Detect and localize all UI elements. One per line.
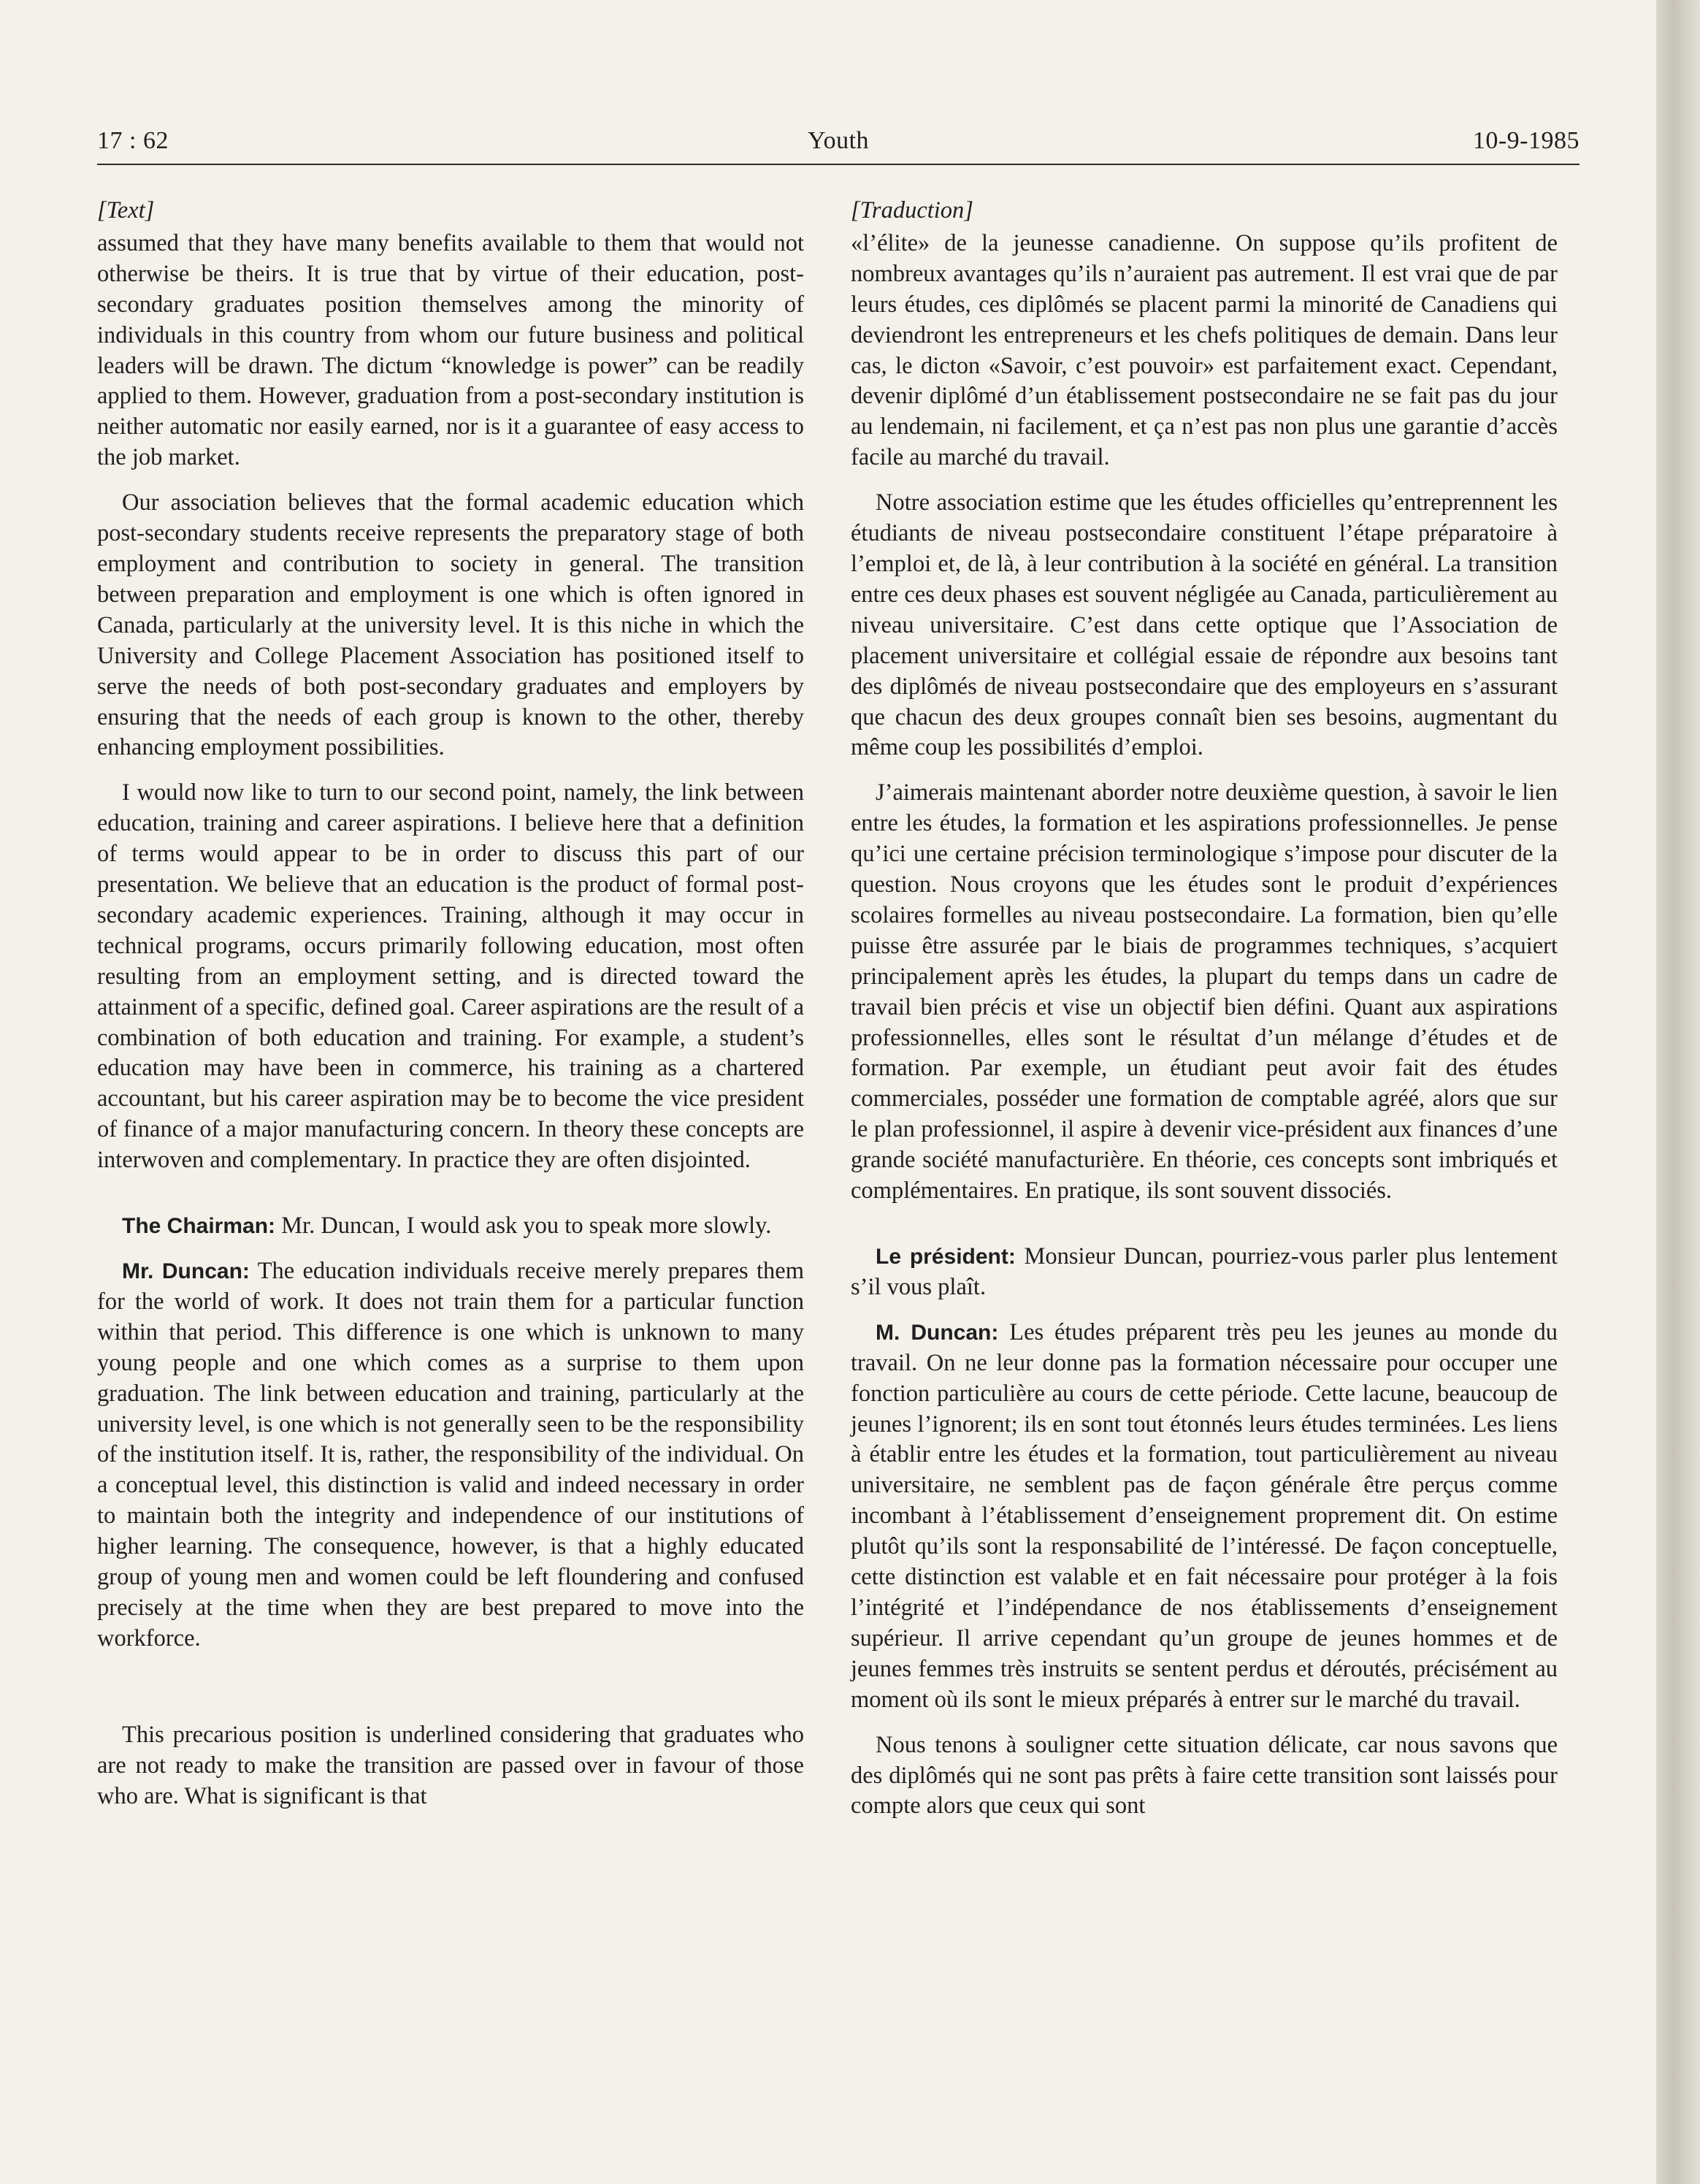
page-edge-shadow [1656,0,1700,2184]
speech-chairman [97,1211,804,1242]
running-header [97,124,1580,165]
speech-duncan [97,1256,804,1654]
paragraph: Notre association estime que les études officielles qu’entreprennent les étudiants de niveau postsecondaire constituent l’étape préparatoire à l’emploi et, de là, à leur contribution à la société en général. La transition entre ces deux phases est souvent négligée au Canada, particulièrement au niveau universitaire. C’est dans cette optique que l’Association de placement universitaire et collégial essaie de répondre aux besoins tant des diplômés de niveau postsecondaire que des employeurs en s’assurant que chacun des deux groupes connaît bien ses besoins, augmentant du même coup les possibilités d’emploi. [851,489,1558,761]
meeting-date: 10-9-1985 [1472,127,1580,154]
speech-text: Les études préparent très peu les jeunes au monde du travail. On ne leur donne pas la formation nécessaire pour occuper une fonction particulière au cours de cette période. Cette lacune, beaucoup de jeunes l’ignorent; ils en sont tout étonnés leurs études terminées. Les liens à établir entre les études et la formation, tout particulièrement au niveau universitaire, ne semblent pas de façon générale être perçus comme incombant à l’établissement d’enseignement proprement dit. On estime plutôt qu’ils sont la responsabilité de l’intéressé. De façon conceptuelle, cette distinction est valable et en fait nécessaire pour protéger à la fois l’intégrité et l’indépendance de nos établissements d’enseignement supérieur. Il arrive cependant qu’un groupe de jeunes hommes et de jeunes femmes très instruits se sentent perdus et déroutés, précisément au moment où ils sont le mieux préparés à entrer sur le marché du travail. [851,1318,1558,1713]
english-column [97,196,804,2022]
committee-name: Youth [807,127,870,154]
paragraph: Nous tenons à souligner cette situation délicate, car nous savons que des diplômés qui ne sont pas prêts à faire cette transition sont laissés pour compte alors que ceux qui sont [851,1731,1558,1820]
column-title: [Traduction] [851,197,973,224]
speaker-name: Mr. Duncan: [122,1259,250,1283]
speaker-name: M. Duncan: [876,1320,999,1345]
speech-text: The education individuals receive merely prepares them for the world of work. It does not train them for a particular function within that period. This difference is one which is unknown to many young people and one which comes as a surprise to them upon graduation. The link between education and training, particularly at the university level, is one which is not generally seen to be the responsibility of the institution itself. It is, rather, the responsibility of the individual. On a conceptual level, this distinction is valid and indeed necessary in order to maintain both the integrity and independence of our institutions of higher learning. The consequence, however, is that a highly educated group of young men and women could be left floundering and confused precisely at the time when they are best prepared to move into the workforce. [97,1258,804,1652]
paragraph: J’aimerais maintenant aborder notre deuxième question, à savoir le lien entre les études, la formation et les aspirations professionnelles. Je pense qu’ici une certaine précision terminologique s’impose pour discuter de la question. Nous croyons que les études sont le produit d’expériences scolaires formelles au niveau postsecondaire. La formation, bien qu’elle puisse être assurée par le biais de programmes techniques, s’acquiert principalement après les études, la plupart du temps dans un cadre de travail bien précis et vise un objectif bien défini. Quant aux aspirations professionnelles, elles sont le résultat d’un mélange d’études et de formation. Par exemple, un étudiant peut avoir fait des études commerciales, posséder une formation de comptable agréé, alors que sur le plan professionnel, il aspire à devenir vice-président aux finances d’une grande société manufacturière. En théorie, ces concepts sont imbriqués et complémentaires. En pratique, ils sont souvent dissociés. [851,779,1558,1204]
column-title: [Text] [97,197,155,224]
paragraph: This precarious position is underlined considering that graduates who are not ready to make the transition are passed over in favour of those who are. What is significant is that [97,1721,804,1809]
speech-duncan [851,1318,1558,1716]
paragraph: assumed that they have many benefits available to them that would not otherwise be theirs. It is true that by virtue of their education, post-secondary graduates position themselves among the minority of individuals in this country from whom our future business and political leaders will be drawn. The dictum “knowledge is power” can be readily applied to them. However, graduation from a post-secondary institution is neither automatic nor easily earned, nor is it a guarantee of easy access to the job market. [97,229,804,471]
speaker-name: Le président: [876,1245,1016,1269]
paragraph: «l’élite» de la jeunesse canadienne. On suppose qu’ils profitent de nombreux avantages qu’ils n’auraient pas autrement. Il est vrai que de par leurs études, ces diplômés se placent parmi la minorité de Canadiens qui deviendront les entrepreneurs et les chefs politiques de demain. Dans leur cas, le dicton «Savoir, c’est pouvoir» est parfaitement exact. Cependant, devenir diplômé d’un établissement postsecondaire ne se fait pas du jour au lendemain, ni facilement, et ça n’est pas non plus une garantie d’accès facile au marché du travail. [851,229,1558,471]
speech-text: Mr. Duncan, I would ask you to speak more slowly. [281,1213,772,1240]
paragraph: I would now like to turn to our second point, namely, the link between education, training and career aspirations. I believe here that a definition of terms would appear to be in order to discuss this part of our presentation. We believe that an education is the product of formal post-secondary academic experiences. Training, although it may occur in technical programs, occurs primarily following education, most often resulting from an employment setting, and is directed toward the attainment of a specific, defined goal. Career aspirations are the result of a combination of both education and training. For example, a student’s education may have been in commerce, his training as a chartered accountant, but his career aspiration may be to become the vice president of finance of a major manufacturing concern. In theory these concepts are interwoven and complementary. In practice they are often disjointed. [97,779,804,1174]
speech-text: Monsieur Duncan, pourriez-vous parler plus lentement s’il vous plaît. [851,1243,1558,1300]
speech-chairman [851,1242,1558,1303]
speaker-name: The Chairman: [122,1214,276,1239]
page-reference: 17 : 62 [97,127,169,154]
french-column [851,196,1558,2022]
paragraph: Our association believes that the formal academic education which post-secondary students receive represents the preparatory stage of both employment and contribution to society in general. The transition between preparation and employment is one which is often ignored in Canada, particularly at the university level. It is this niche in which the University and College Placement Association has positioned itself to serve the needs of both post-secondary graduates and employers by ensuring that the needs of each group is known to the other, thereby enhancing employment possibilities. [97,489,804,761]
